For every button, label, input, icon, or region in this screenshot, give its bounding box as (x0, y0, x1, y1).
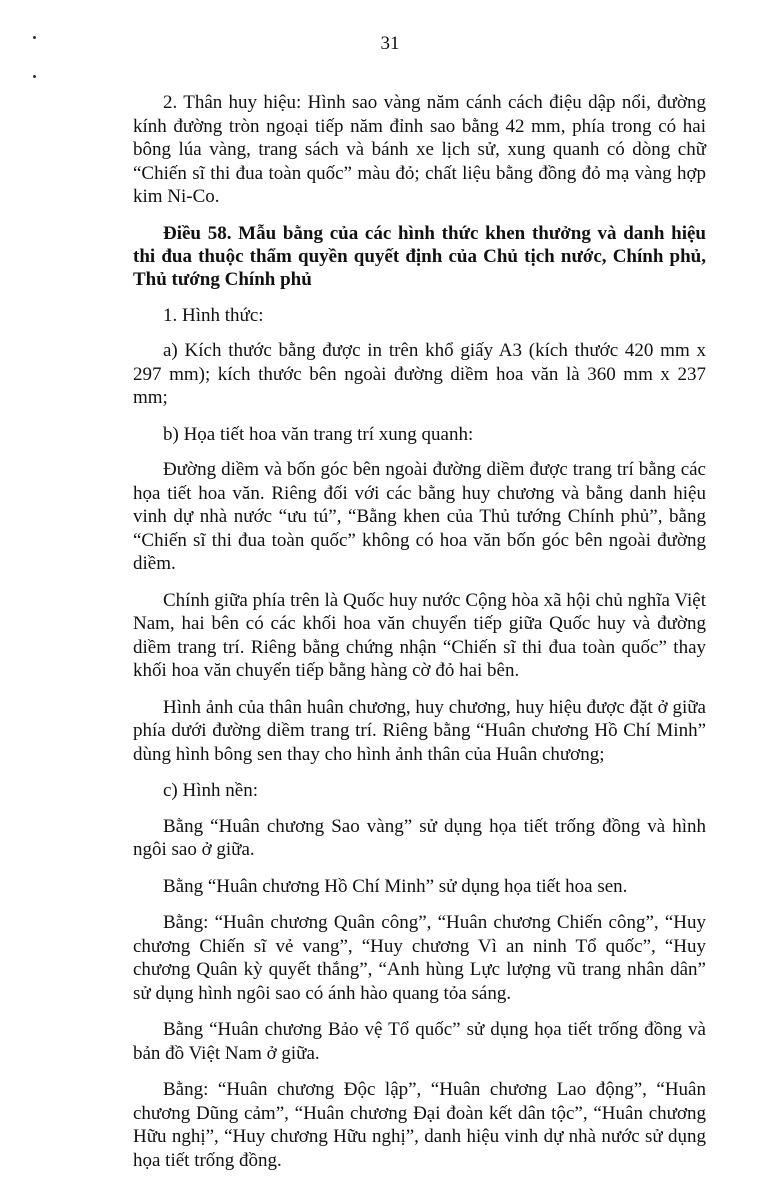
paragraph-size: a) Kích thước bằng được in trên khổ giấy A3 (kích thước 420 mm x 297 mm); kích thước bên ngoài đường diềm hoa văn là 360 mm x 237 mm; (133, 340, 706, 408)
paragraph-gold-star: Bằng “Huân chương Sao vàng” sử dụng họa tiết trống đồng và hình ngôi sao ở giữa. (133, 815, 706, 860)
paragraph-military-merit: Bằng: “Huân chương Quân công”, “Huân chương Chiến công”, “Huy chương Chiến sĩ vẻ vang”, “Huy chương Vì an ninh Tổ quốc”, “Huy chương Quân kỳ quyết thắng”, “Anh hùng Lực lượng vũ trang nhân dân” sử dụng hình ngôi sao có ánh hào quang tỏa sáng. (133, 912, 706, 1004)
paragraph-emblem: Chính giữa phía trên là Quốc huy nước Cộng hòa xã hội chủ nghĩa Việt Nam, hai bên có các khối hoa văn chuyển tiếp giữa Quốc huy và đường diềm trang trí. Riêng bằng chứng nhận “Chiến sĩ thi đua toàn quốc” thay khối hoa văn chuyển tiếp bằng hàng cờ đỏ hai bên. (133, 589, 706, 681)
paragraph-border: Đường diềm và bốn góc bên ngoài đường diềm được trang trí bằng các họa tiết hoa văn. Riêng đối với các bằng huy chương và bằng danh hiệu vinh dự nhà nước “ưu tú”, “Bằng khen của Thủ tướng Chính phủ”, bằng “Chiến sĩ thi đua toàn quốc” không có hoa văn bốn góc bên ngoài đường diềm. (133, 459, 706, 574)
paragraph-badge-body: 2. Thân huy hiệu: Hình sao vàng năm cánh cách điệu dập nổi, đường kính đường tròn ngoại tiếp năm đỉnh sao bằng 42 mm, phía trong có hai bông lúa vàng, trang sách và bánh xe lịch sử, xung quanh có dòng chữ “Chiến sĩ thi đua toàn quốc” màu đỏ; chất liệu bằng đồng đỏ mạ vàng hợp kim Ni-Co. (133, 92, 706, 207)
paragraph-ho-chi-minh: Bằng “Huân chương Hồ Chí Minh” sử dụng họa tiết hoa sen. (163, 875, 628, 897)
scan-speck (33, 75, 36, 78)
paragraph-independence: Bằng: “Huân chương Độc lập”, “Huân chương Lao động”, “Huân chương Dũng cảm”, “Huân chương Đại đoàn kết dân tộc”, “Huân chương Hữu nghị”, “Huy chương Hữu nghị”, danh hiệu vinh dự nhà nước sử dụng họa tiết trống đồng. (133, 1079, 706, 1171)
paragraph-fatherland-protection: Bằng “Huân chương Bảo vệ Tổ quốc” sử dụng họa tiết trống đồng và bản đồ Việt Nam ở giữa. (133, 1019, 706, 1064)
section-pattern-label: b) Họa tiết hoa văn trang trí xung quanh: (163, 423, 474, 445)
document-body (133, 91, 706, 1185)
section-background-label: c) Hình nền: (163, 780, 258, 801)
section-form-label: 1. Hình thức: (163, 304, 264, 326)
article-58-heading: Điều 58. Mẫu bằng của các hình thức khen thưởng và danh hiệu thi đua thuộc thẩm quyền quyết định của Chủ tịch nước, Chính phủ, Thủ tướng Chính phủ (133, 222, 706, 290)
paragraph-medal-image: Hình ảnh của thân huân chương, huy chương, huy hiệu được đặt ở giữa phía dưới đường diềm trang trí. Riêng bằng “Huân chương Hồ Chí Minh” dùng hình bông sen thay cho hình ảnh thân của Huân chương; (133, 696, 706, 765)
page-number: 31 (380, 33, 400, 54)
